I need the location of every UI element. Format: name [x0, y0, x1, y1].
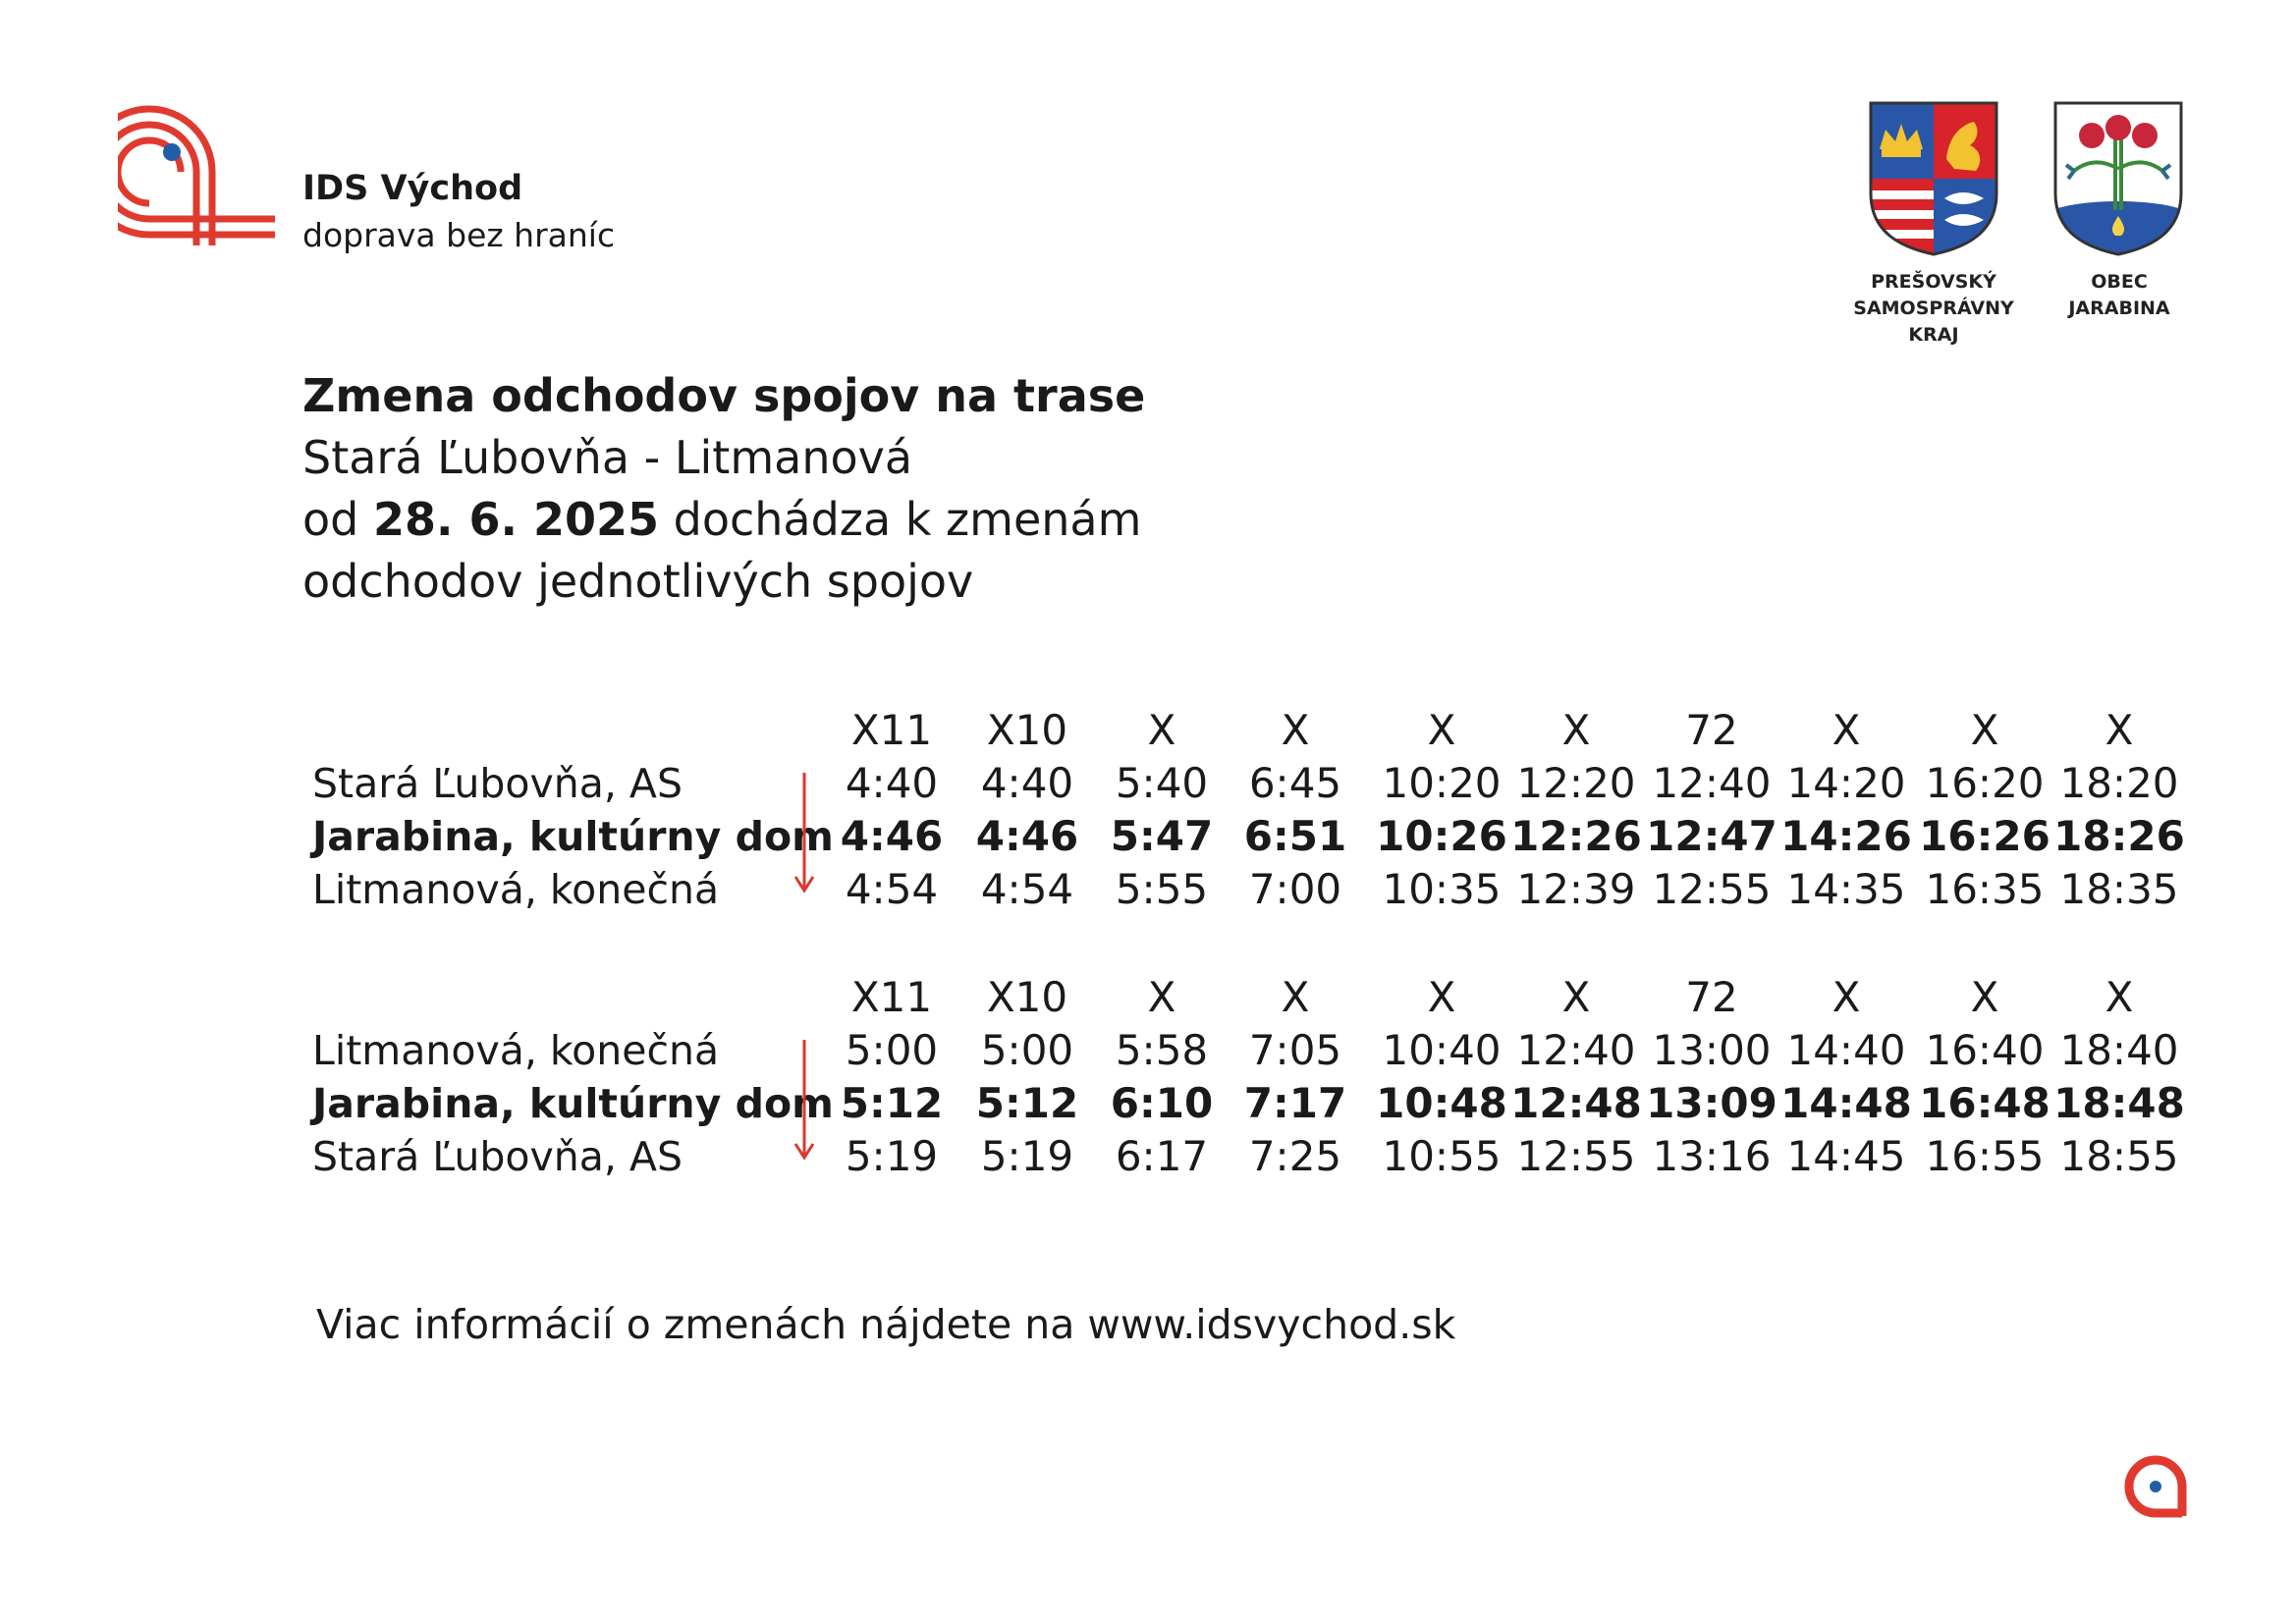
departure-time: 4:54 — [845, 865, 939, 913]
trip-code: X — [1561, 706, 1591, 754]
departure-time: 7:17 — [1243, 1079, 1347, 1127]
departure-time: 18:55 — [2059, 1132, 2179, 1180]
timetable-header-row — [312, 971, 2198, 1024]
caption-line: PREŠOVSKÝ — [1871, 271, 1996, 293]
departure-time: 5:00 — [845, 1026, 939, 1074]
departure-time: 14:35 — [1786, 865, 1906, 913]
trip-code: X — [1281, 973, 1310, 1021]
presovsky-kraj-caption — [1836, 269, 2031, 349]
trip-code: X — [2105, 973, 2134, 1021]
departure-time: 10:55 — [1382, 1132, 1502, 1180]
departure-time: 16:48 — [1919, 1079, 2050, 1127]
departure-time: 12:20 — [1516, 759, 1636, 807]
departure-time: 12:47 — [1646, 812, 1777, 860]
departure-time: 10:35 — [1382, 865, 1502, 913]
departure-time: 6:17 — [1115, 1132, 1209, 1180]
stop-name: Stará Ľubovňa, AS — [312, 1133, 683, 1180]
trip-code: X — [1427, 973, 1456, 1021]
departure-time: 5:58 — [1115, 1026, 1209, 1074]
departure-time: 12:55 — [1516, 1132, 1636, 1180]
departure-time: 18:26 — [2053, 812, 2185, 860]
departure-time: 6:45 — [1248, 759, 1342, 807]
departure-time: 14:45 — [1786, 1132, 1906, 1180]
departure-time: 14:26 — [1780, 812, 1912, 860]
departure-time: 14:20 — [1786, 759, 1906, 807]
caption-line: JARABINA — [2068, 298, 2170, 319]
jarabina-caption — [2026, 269, 2213, 322]
departure-time: 4:46 — [975, 812, 1079, 860]
trip-code: X — [1970, 706, 1999, 754]
timetable-outbound — [312, 704, 2198, 916]
timetable-header-row — [312, 704, 2198, 757]
departure-time: 5:47 — [1110, 812, 1214, 860]
stop-name: Jarabina, kultúrny dom — [312, 1080, 834, 1127]
caption-line: SAMOSPRÁVNY — [1853, 298, 2014, 319]
departure-time: 10:48 — [1376, 1079, 1507, 1127]
footer-info-note: Viac informácií o zmenách nájdete na www.idsvychod.sk — [316, 1301, 1456, 1348]
trip-code: X10 — [986, 973, 1068, 1021]
departure-time: 4:40 — [845, 759, 939, 807]
notice-title: Zmena odchodov spojov na trase — [302, 369, 1146, 422]
timetable-row — [312, 810, 2198, 863]
departure-time: 16:55 — [1925, 1132, 2045, 1180]
departure-time: 12:26 — [1510, 812, 1642, 860]
timetable-row — [312, 1024, 2198, 1077]
notice-title-block — [302, 365, 1579, 613]
departure-time: 5:19 — [980, 1132, 1074, 1180]
departure-time: 12:40 — [1652, 759, 1772, 807]
trip-code: X11 — [850, 973, 933, 1021]
trip-code: X — [1427, 706, 1456, 754]
departure-time: 6:10 — [1110, 1079, 1214, 1127]
departure-time: 18:35 — [2059, 865, 2179, 913]
stop-name: Litmanová, konečná — [312, 866, 720, 913]
departure-time: 5:00 — [980, 1026, 1074, 1074]
departure-time: 4:54 — [980, 865, 1074, 913]
departure-time: 13:16 — [1652, 1132, 1772, 1180]
departure-time: 4:40 — [980, 759, 1074, 807]
timetable-row — [312, 1077, 2198, 1130]
trip-code: X — [2105, 706, 2134, 754]
ids-vychod-ribbon-logo — [118, 98, 285, 255]
stop-name: Litmanová, konečná — [312, 1027, 720, 1074]
departure-time: 10:26 — [1376, 812, 1507, 860]
trip-code: X11 — [850, 706, 933, 754]
departure-time: 13:09 — [1646, 1079, 1777, 1127]
date-prefix: od — [302, 493, 373, 546]
trip-code: X — [1970, 973, 1999, 1021]
departure-time: 5:12 — [840, 1079, 944, 1127]
departure-time: 5:12 — [975, 1079, 1079, 1127]
timetable-row — [312, 757, 2198, 810]
jarabina-coat-of-arms — [2052, 100, 2184, 257]
departure-time: 16:35 — [1925, 865, 2045, 913]
departure-time: 7:05 — [1248, 1026, 1342, 1074]
stop-name: Stará Ľubovňa, AS — [312, 760, 683, 807]
trip-code: X — [1831, 973, 1861, 1021]
departure-time: 14:40 — [1786, 1026, 1906, 1074]
notice-subtitle: odchodov jednotlivých spojov — [302, 555, 974, 608]
caption-line: KRAJ — [1908, 324, 1959, 346]
direction-arrow-icon — [790, 1036, 819, 1164]
departure-time: 18:40 — [2059, 1026, 2179, 1074]
departure-time: 16:40 — [1925, 1026, 2045, 1074]
departure-time: 18:48 — [2053, 1079, 2185, 1127]
departure-time: 5:55 — [1115, 865, 1209, 913]
caption-line: OBEC — [2091, 271, 2148, 293]
departure-time: 5:19 — [845, 1132, 939, 1180]
direction-arrow-icon — [790, 769, 819, 896]
brand-name: IDS Východ — [302, 169, 523, 208]
departure-time: 16:20 — [1925, 759, 2045, 807]
presovsky-kraj-coat-of-arms — [1868, 100, 1999, 257]
departure-time: 13:00 — [1652, 1026, 1772, 1074]
date-suffix: dochádza k zmenám — [659, 493, 1142, 546]
departure-time: 10:40 — [1382, 1026, 1502, 1074]
trip-code: X — [1147, 973, 1176, 1021]
timetable-row — [312, 863, 2198, 916]
departure-time: 12:48 — [1510, 1079, 1642, 1127]
effective-date-line — [302, 489, 1579, 551]
trip-code: X10 — [986, 706, 1068, 754]
stop-name: Jarabina, kultúrny dom — [312, 813, 834, 860]
departure-time: 18:20 — [2059, 759, 2179, 807]
route-name: Stará Ľubovňa - Litmanová — [302, 431, 913, 484]
timetable-row — [312, 1130, 2198, 1183]
timetable-return — [312, 971, 2198, 1183]
brand-tagline: doprava bez hraníc — [302, 216, 616, 254]
departure-time: 4:46 — [840, 812, 944, 860]
effective-date: 28. 6. 2025 — [372, 493, 659, 546]
departure-time: 12:39 — [1516, 865, 1636, 913]
trip-code: X — [1831, 706, 1861, 754]
departure-time: 7:00 — [1248, 865, 1342, 913]
trip-code: X — [1281, 706, 1310, 754]
departure-time: 14:48 — [1780, 1079, 1912, 1127]
departure-time: 5:40 — [1115, 759, 1209, 807]
departure-time: 12:55 — [1652, 865, 1772, 913]
departure-time: 6:51 — [1243, 812, 1347, 860]
departure-time: 10:20 — [1382, 759, 1502, 807]
departure-time: 12:40 — [1516, 1026, 1636, 1074]
departure-time: 7:25 — [1248, 1132, 1342, 1180]
trip-code: X — [1561, 973, 1591, 1021]
departure-time: 16:26 — [1919, 812, 2050, 860]
trip-code: 72 — [1685, 706, 1738, 754]
trip-code: X — [1147, 706, 1176, 754]
ids-vychod-corner-logo-icon — [2121, 1453, 2190, 1522]
trip-code: 72 — [1685, 973, 1738, 1021]
